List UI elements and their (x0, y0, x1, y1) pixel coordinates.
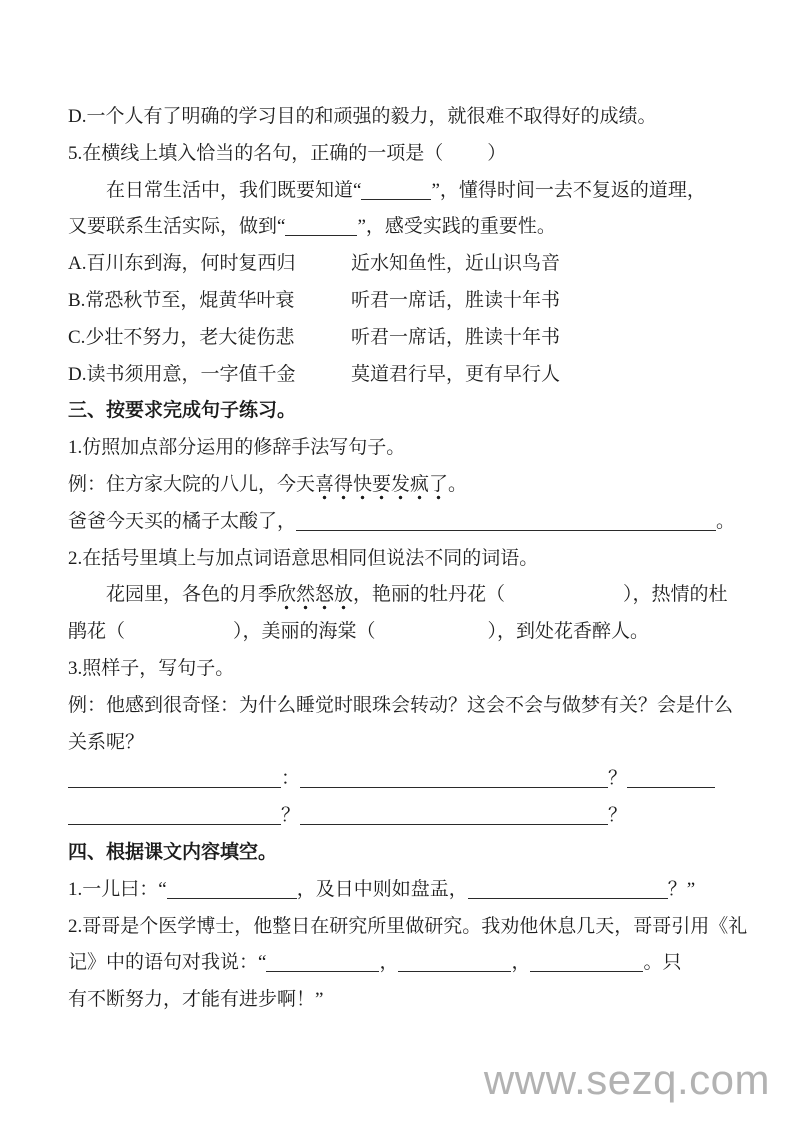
passage-text: 花园里，各色的月季 (106, 584, 278, 606)
passage-text: ”，懂得时间一去不复返的道理， (431, 179, 706, 201)
question-5-option-a (68, 246, 740, 283)
section-4-q1-line (68, 872, 740, 909)
example-text-end: 。 (448, 473, 468, 495)
fill-blank (68, 773, 281, 788)
section-4-q2-line-1 (68, 909, 748, 946)
section-3-q3-answer-line-1 (68, 761, 740, 798)
example-text: 例：他感到很奇怪：为什么睡觉时眼珠会转动？这会不会与做梦有关？会是什么 (68, 694, 734, 716)
option-right: 听君一席话，胜读十年书 (351, 289, 561, 311)
option-right: 听君一席话，胜读十年书 (351, 326, 561, 348)
section-3-q1-stem (68, 430, 740, 467)
passage-text: ），美丽的海棠（ (233, 621, 376, 643)
passage-text: ，艳丽的牡丹花（ (353, 584, 506, 606)
passage-text: ），到处花香醉人。 (487, 621, 650, 643)
passage-text: 鹃花（ (68, 621, 126, 643)
stem-text: 1.仿照加点部分运用的修辞手法写句子。 (68, 437, 406, 459)
question-5-option-c (68, 320, 740, 357)
stem-text-close: ） (487, 142, 507, 164)
option-right: 莫道君行早，更有早行人 (351, 363, 561, 385)
fill-blank (285, 221, 357, 236)
example-text: 例：住方家大院的八儿，今天 (68, 473, 316, 495)
comma-mark: ， (511, 952, 531, 974)
comma-mark: ， (379, 952, 399, 974)
section-3-q3-example-line-2 (68, 725, 740, 762)
option-left: B.常恐秋节至，焜黄华叶衰 (68, 289, 295, 311)
passage-text: 有不断努力，才能有进步啊！” (68, 989, 324, 1011)
question-mark: ？ (281, 805, 301, 827)
passage-text: ），热情的杜 (623, 584, 728, 606)
question-mark: ？ (608, 805, 628, 827)
section-4-q2-line-2 (68, 945, 740, 982)
emphasized-text: 欣然怒放 (277, 584, 353, 610)
passage-text: ？” (667, 878, 696, 900)
fill-blank (361, 185, 431, 200)
option-left: A.百川东到海，何时复西归 (68, 253, 296, 275)
stem-text: 3.照样子，写句子。 (68, 657, 235, 679)
fill-blank (296, 516, 716, 531)
passage-text: 在日常生活中，我们既要知道“ (106, 179, 362, 201)
section-4-q2-line-3 (68, 982, 740, 1019)
emphasized-text: 喜得快要发疯了 (315, 474, 448, 500)
passage-text: 1.一儿曰：“ (68, 878, 167, 900)
site-watermark: www.sezq.com (483, 1056, 770, 1103)
heading-text: 四、根据课文内容填空。 (68, 841, 278, 863)
question-5-option-d (68, 357, 740, 394)
fill-blank (398, 957, 511, 972)
passage-text: 记》中的语句对我说：“ (68, 952, 267, 974)
question-5-option-b (68, 283, 740, 320)
section-3-q3-stem (68, 651, 740, 688)
section-3-q1-example (68, 467, 740, 504)
fill-blank (627, 773, 715, 788)
fill-blank (300, 773, 608, 788)
answer-prompt-text: 爸爸今天买的橘子太酸了， (68, 510, 297, 532)
fill-blank (167, 884, 297, 899)
section-3-q2-stem (68, 541, 740, 578)
passage-text: 。只 (643, 952, 682, 974)
option-left: C.少壮不努力，老大徒伤悲 (68, 326, 295, 348)
section-3-q2-passage-line-1 (68, 577, 740, 614)
colon-mark: ： (281, 768, 301, 790)
example-text: 关系呢？ (68, 731, 145, 753)
passage-text: 又要联系生活实际，做到“ (68, 216, 286, 238)
fill-blank (300, 810, 608, 825)
fill-blank (68, 810, 281, 825)
worksheet-page (68, 99, 748, 1019)
fill-blank (266, 957, 379, 972)
passage-text: ”，感受实践的重要性。 (357, 216, 556, 238)
section-3-q3-answer-line-2 (68, 798, 740, 835)
option-right: 近水知鱼性，近山识鸟音 (351, 253, 561, 275)
answer-period: 。 (716, 510, 736, 532)
fill-blank (468, 884, 668, 899)
question-5-passage-line-1 (68, 173, 740, 210)
option-left: D.读书须用意，一字值千金 (68, 363, 296, 385)
prev-question-option-d (68, 99, 740, 136)
section-3-q3-example-line-1 (68, 688, 740, 725)
question-5-passage-line-2 (68, 209, 740, 246)
passage-text: 2.哥哥是个医学博士，他整日在研究所里做研究。我劝他休息几天，哥哥引用《礼 (68, 915, 748, 937)
section-3-heading (68, 393, 740, 430)
stem-text: 5.在横线上填入恰当的名句，正确的一项是（ (68, 142, 444, 164)
heading-text: 三、按要求完成句子练习。 (68, 400, 297, 422)
question-mark: ？ (608, 768, 628, 790)
stem-text: 2.在括号里填上与加点词语意思相同但说法不同的词语。 (68, 547, 539, 569)
fill-blank (530, 957, 643, 972)
section-3-q2-passage-line-2 (68, 614, 740, 651)
option-text: D.一个人有了明确的学习目的和顽强的毅力，就很难不取得好的成绩。 (68, 106, 657, 127)
passage-text: ，及日中则如盘盂， (296, 878, 468, 900)
section-3-q1-answer-line (68, 504, 740, 541)
question-5-stem (68, 136, 740, 173)
section-4-heading (68, 835, 740, 872)
